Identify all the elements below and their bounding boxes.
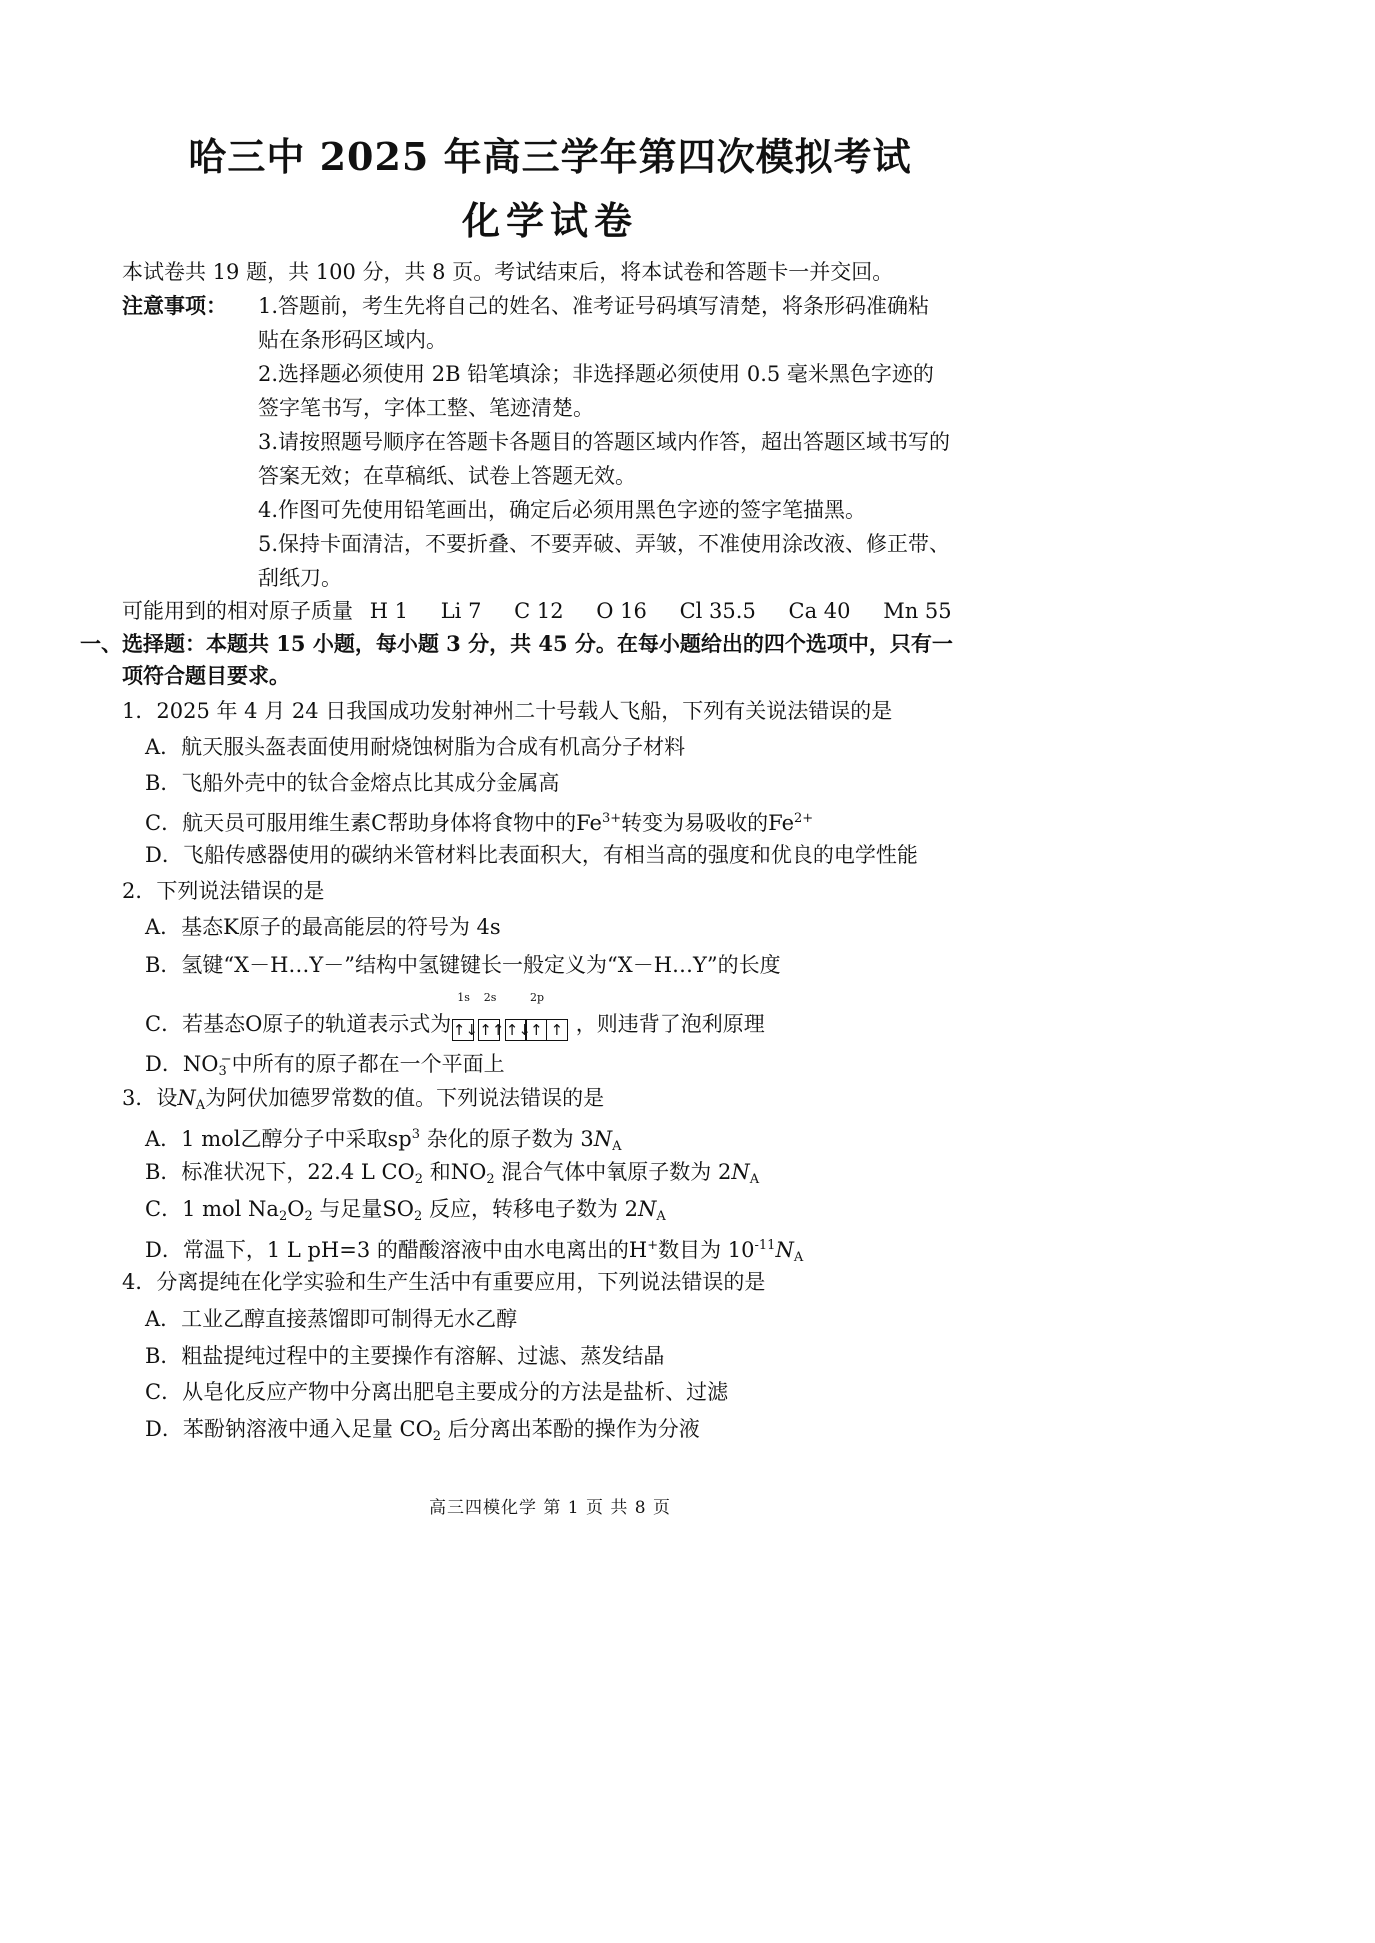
option-text: B．标准状况下，22.4 L CO (145, 1160, 415, 1184)
question-text: 为阿伏加德罗常数的值。下列说法错误的是 (205, 1086, 605, 1110)
superscript: 3 (411, 1127, 420, 1142)
orbital-2s (479, 991, 505, 1042)
option-text: C．1 mol Na (145, 1197, 279, 1221)
atomic-mass-item: H 1 (369, 599, 409, 623)
question-1-option-d: D．飞船传感器使用的碳纳米管材料比表面积大，有相当高的强度和优良的电学性能 (145, 843, 918, 867)
question-3-option-d (145, 1232, 803, 1272)
exam-subtitle: 化学试卷 (461, 198, 638, 243)
subscript: 2 (278, 1209, 288, 1224)
page-footer: 高三四模化学 第 1 页 共 8 页 (428, 1498, 672, 1518)
question-2-option-d (145, 1046, 505, 1086)
symbol-n: N (593, 1127, 613, 1151)
option-text: 中所有的原子都在一个平面上 (231, 1052, 505, 1076)
option-text: 数目为 10 (658, 1238, 755, 1262)
orbital-box: ↑↓ (505, 1021, 531, 1039)
option-text: D．NO (145, 1052, 219, 1076)
subscript: A (793, 1250, 804, 1265)
notice-line: 刮纸刀。 (258, 566, 342, 590)
orbital-label: 2s (483, 991, 497, 1004)
question-2-option-a: A．基态K原子的最高能层的符号为 4s (145, 915, 501, 939)
question-1-option-a: A．航天服头盔表面使用耐烧蚀树脂为合成有机高分子材料 (145, 735, 686, 759)
atomic-mass-item: Cl 35.5 (679, 599, 756, 623)
option-text: A．1 mol乙醇分子中采取sp (145, 1127, 412, 1151)
atomic-mass-line (122, 597, 952, 625)
symbol-n: N (731, 1160, 750, 1184)
question-1-option-b: B．飞船外壳中的钛合金熔点比其成分金属高 (145, 771, 560, 795)
orbital-2p (505, 991, 568, 1042)
atomic-mass-item: C 12 (514, 599, 564, 623)
subscript: A (656, 1209, 666, 1224)
superscript: 3+ (601, 811, 622, 826)
option-text: 与足量SO (312, 1197, 415, 1221)
question-text: 3．设 (122, 1086, 178, 1110)
intro-text: 本试卷共 19 题，共 100 分，共 8 页。考试结束后，将本试卷和答题卡一并交回。 (122, 260, 894, 284)
subscript: 2 (414, 1172, 424, 1187)
notice-line: 1.答题前，考生先将自己的姓名、准考证号码填写清楚，将条形码准确粘 (258, 294, 930, 318)
question-4-option-b: B．粗盐提纯过程中的主要操作有溶解、过滤、蒸发结晶 (145, 1344, 665, 1368)
orbital-label: 2p (530, 991, 545, 1004)
atomic-mass-label: 可能用到的相对原子质量 (122, 599, 353, 623)
option-text: C．航天员可服用维生素C帮助身体将食物中的Fe (145, 811, 602, 835)
exam-title: 哈三中 2025 年高三学年第四次模拟考试 (188, 134, 912, 179)
question-1-stem: 1．2025 年 4 月 24 日我国成功发射神州二十号载人飞船，下列有关说法错误的是 (122, 699, 893, 723)
option-text: 反应，转移电子数为 2 (422, 1197, 639, 1221)
option-text: 杂化的原子数为 3 (419, 1127, 594, 1151)
symbol-n: N (177, 1086, 196, 1110)
symbol-n: N (775, 1238, 794, 1262)
question-4-option-d (145, 1415, 700, 1451)
option-text: ，则违背了泡利原理 (575, 1012, 765, 1036)
notice-line: 签字笔书写，字体工整、笔迹清楚。 (258, 396, 594, 420)
subscript: A (612, 1139, 622, 1154)
option-text: 转变为易吸收的Fe (621, 811, 795, 835)
notice-line: 贴在条形码区域内。 (258, 328, 447, 352)
notice-label: 注意事项： (122, 293, 227, 318)
question-4-stem: 4．分离提纯在化学实验和生产生活中有重要应用，下列说法错误的是 (122, 1270, 766, 1294)
orbital-box: ↑↓ (452, 1021, 478, 1039)
subscript: 2 (414, 1209, 423, 1224)
orbital-box: ↑ (525, 1019, 547, 1041)
superscript: -11 (754, 1238, 776, 1253)
option-text: D．常温下，1 L pH=3 的醋酸溶液中由水电离出的H (145, 1238, 648, 1262)
question-4-option-a: A．工业乙醇直接蒸馏即可制得无水乙醇 (145, 1307, 518, 1331)
orbital-1s (452, 991, 478, 1042)
orbital-diagram (452, 991, 574, 1042)
option-text: 和NO (423, 1160, 487, 1184)
subscript: A (195, 1098, 206, 1113)
atomic-mass-item: Ca 40 (788, 599, 851, 623)
question-2-option-b: B．氢键“X－H…Y－”结构中氢键键长一般定义为“X－H…Y”的长度 (145, 953, 781, 977)
superscript: 2+ (794, 811, 814, 826)
atomic-mass-item: Li 7 (440, 599, 482, 623)
subscript: A (749, 1172, 760, 1187)
atomic-mass-item: Mn 55 (883, 599, 952, 623)
superscript: + (647, 1238, 659, 1253)
option-text: O (287, 1197, 305, 1221)
subscript: 3 (218, 1064, 227, 1079)
superscript: − (220, 1052, 232, 1067)
notice-line: 答案无效；在草稿纸、试卷上答题无效。 (258, 464, 636, 488)
question-2-option-c (145, 991, 765, 1042)
option-text: C．若基态O原子的轨道表示式为 (145, 1012, 452, 1036)
subscript: 2 (432, 1429, 442, 1444)
subscript: 2 (304, 1209, 313, 1224)
orbital-box: ↑ (546, 1019, 568, 1041)
orbital-label: 1s (457, 991, 470, 1004)
option-text: D．苯酚钠溶液中通入足量 CO (145, 1417, 433, 1441)
question-3-stem (122, 1084, 604, 1120)
question-1-option-c (145, 805, 813, 837)
subscript: 2 (486, 1172, 495, 1187)
question-3-option-b (145, 1158, 759, 1194)
symbol-n: N (638, 1197, 657, 1221)
section-heading-cont: 项符合题目要求。 (122, 663, 290, 688)
option-text: 后分离出苯酚的操作为分液 (441, 1417, 700, 1441)
notice-line: 5.保持卡面清洁，不要折叠、不要弄破、弄皱，不准使用涂改液、修正带、 (258, 532, 951, 556)
question-3-option-a (145, 1121, 621, 1161)
section-heading: 一、选择题：本题共 15 小题，每小题 3 分，共 45 分。在每小题给出的四个选项中，只有一 (80, 631, 953, 656)
notice-line: 2.选择题必须使用 2B 铅笔填涂；非选择题必须使用 0.5 毫米黑色字迹的 (258, 362, 934, 386)
question-3-option-c (145, 1195, 666, 1231)
notice-line: 3.请按照题号顺序在答题卡各题目的答题区域内作答，超出答题区域书写的 (258, 430, 951, 454)
orbital-box: ↑↑ (479, 1021, 505, 1039)
question-4-option-c: C．从皂化反应产物中分离出肥皂主要成分的方法是盐析、过滤 (145, 1380, 729, 1404)
question-2-stem: 2．下列说法错误的是 (122, 879, 325, 903)
option-text: 混合气体中氧原子数为 2 (494, 1160, 732, 1184)
notice-line: 4.作图可先使用铅笔画出，确定后必须用黑色字迹的签字笔描黑。 (258, 498, 867, 522)
atomic-mass-item: O 16 (596, 599, 647, 623)
